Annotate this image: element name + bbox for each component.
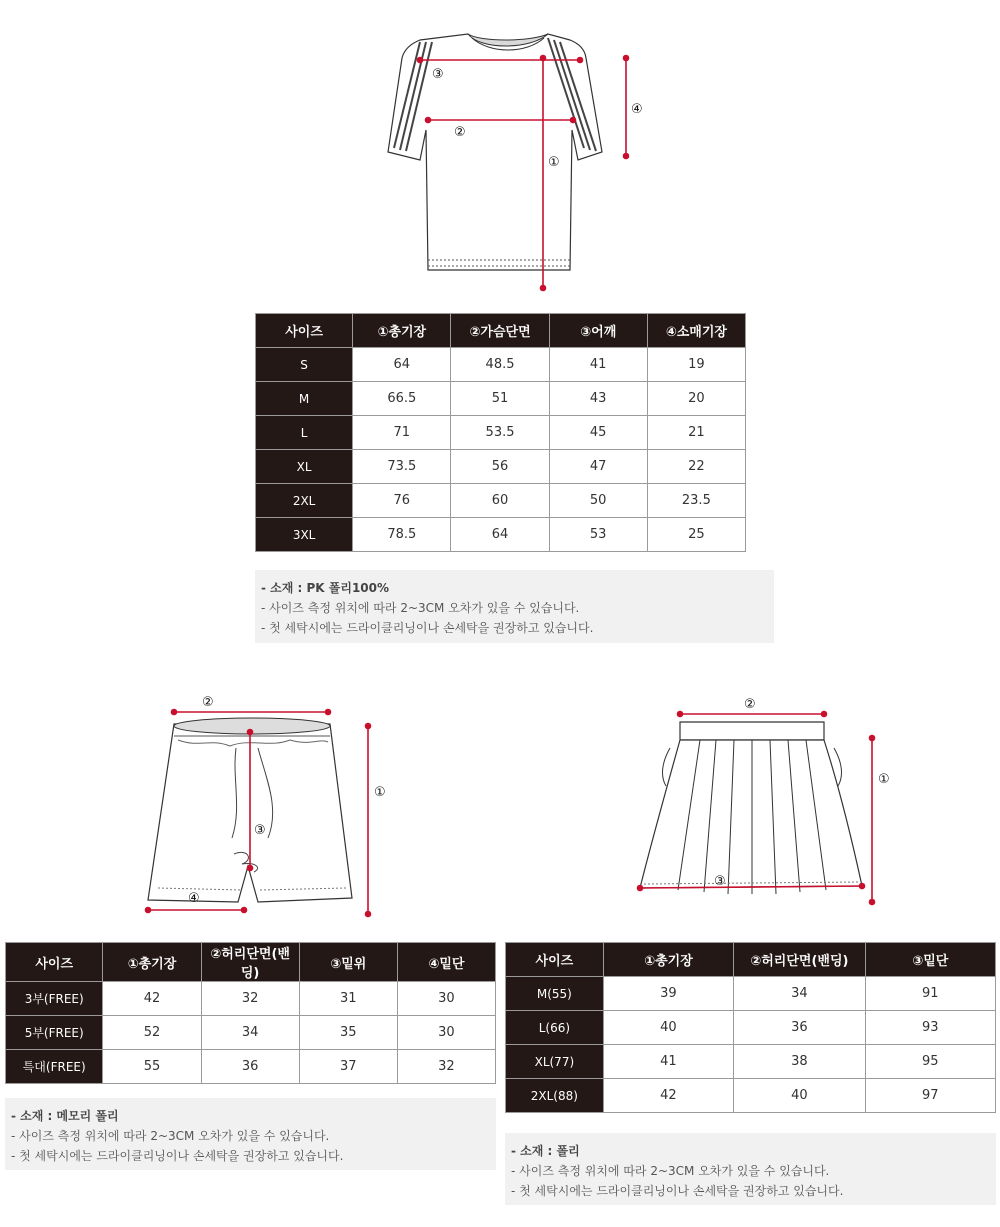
table-row — [256, 382, 746, 416]
tshirt-diagram — [380, 20, 660, 295]
value-cell: 40 — [734, 1079, 865, 1113]
table-row — [6, 982, 496, 1016]
size-cell: 2XL(88) — [506, 1079, 604, 1113]
value-cell: 55 — [103, 1050, 201, 1084]
size-cell: M — [256, 382, 353, 416]
shorts-notes — [5, 1098, 496, 1170]
value-cell: 37 — [299, 1050, 397, 1084]
size-cell: 3XL — [256, 518, 353, 552]
label-2: ② — [454, 125, 466, 140]
size-cell: L(66) — [506, 1011, 604, 1045]
material-note: - 소재 : 메모리 폴리 — [11, 1109, 119, 1123]
table-row — [6, 1050, 496, 1084]
value-cell: 66.5 — [353, 382, 451, 416]
header-cell: ①총기장 — [353, 314, 451, 348]
note-line: - 첫 세탁시에는 드라이클리닝이나 손세탁을 권장하고 있습니다. — [261, 621, 594, 635]
value-cell: 53.5 — [451, 416, 549, 450]
label-3: ③ — [254, 823, 266, 838]
value-cell: 64 — [353, 348, 451, 382]
header-cell: 사이즈 — [6, 943, 103, 982]
tshirt-notes — [255, 570, 774, 643]
label-1: ① — [548, 155, 560, 170]
value-cell: 19 — [647, 348, 745, 382]
label-1: ① — [878, 772, 890, 787]
label-2: ② — [202, 695, 214, 710]
material-note: - 소재 : 폴리 — [511, 1144, 580, 1158]
value-cell: 93 — [865, 1011, 995, 1045]
shorts-diagram — [130, 688, 390, 920]
size-cell: M(55) — [506, 977, 604, 1011]
header-cell: ③밑단 — [865, 943, 995, 977]
value-cell: 47 — [549, 450, 647, 484]
note-line: - 사이즈 측정 위치에 따라 2~3CM 오차가 있을 수 있습니다. — [511, 1164, 830, 1178]
size-cell: L — [256, 416, 353, 450]
skirt-diagram — [630, 690, 900, 915]
table-row — [256, 450, 746, 484]
table-row — [256, 484, 746, 518]
value-cell: 56 — [451, 450, 549, 484]
value-cell: 52 — [103, 1016, 201, 1050]
header-cell: ②가슴단면 — [451, 314, 549, 348]
value-cell: 39 — [603, 977, 733, 1011]
value-cell: 21 — [647, 416, 745, 450]
value-cell: 32 — [201, 982, 299, 1016]
header-cell: ④밑단 — [397, 943, 495, 982]
skirt-notes — [505, 1133, 996, 1205]
value-cell: 76 — [353, 484, 451, 518]
value-cell: 64 — [451, 518, 549, 552]
label-3: ③ — [714, 874, 726, 889]
value-cell: 50 — [549, 484, 647, 518]
label-2: ② — [744, 697, 756, 712]
size-cell: 5부(FREE) — [6, 1016, 103, 1050]
note-line: - 사이즈 측정 위치에 따라 2~3CM 오차가 있을 수 있습니다. — [11, 1129, 330, 1143]
label-4: ④ — [188, 891, 200, 906]
value-cell: 20 — [647, 382, 745, 416]
material-note: - 소재 : PK 폴리100% — [261, 581, 390, 595]
table-row — [506, 1079, 996, 1113]
header-cell: ②허리단면(밴딩) — [734, 943, 865, 977]
table-row — [256, 348, 746, 382]
value-cell: 97 — [865, 1079, 995, 1113]
value-cell: 91 — [865, 977, 995, 1011]
table-row — [6, 1016, 496, 1050]
label-4: ④ — [631, 102, 643, 117]
shorts-size-table — [5, 942, 496, 1084]
value-cell: 53 — [549, 518, 647, 552]
value-cell: 48.5 — [451, 348, 549, 382]
table-row — [506, 977, 996, 1011]
size-cell: XL — [256, 450, 353, 484]
value-cell: 35 — [299, 1016, 397, 1050]
note-line: - 첫 세탁시에는 드라이클리닝이나 손세탁을 권장하고 있습니다. — [11, 1149, 344, 1163]
value-cell: 23.5 — [647, 484, 745, 518]
value-cell: 30 — [397, 1016, 495, 1050]
table-row — [506, 1045, 996, 1079]
value-cell: 42 — [603, 1079, 733, 1113]
table-row — [256, 416, 746, 450]
value-cell: 73.5 — [353, 450, 451, 484]
header-cell: ③밑위 — [299, 943, 397, 982]
size-cell: S — [256, 348, 353, 382]
header-cell: ①총기장 — [603, 943, 733, 977]
label-3: ③ — [432, 67, 444, 82]
value-cell: 31 — [299, 982, 397, 1016]
value-cell: 22 — [647, 450, 745, 484]
header-cell: ③어깨 — [549, 314, 647, 348]
size-cell: 특대(FREE) — [6, 1050, 103, 1084]
value-cell: 30 — [397, 982, 495, 1016]
value-cell: 41 — [603, 1045, 733, 1079]
value-cell: 38 — [734, 1045, 865, 1079]
table-row — [506, 1011, 996, 1045]
header-cell: ②허리단면(밴딩) — [201, 943, 299, 982]
value-cell: 78.5 — [353, 518, 451, 552]
value-cell: 60 — [451, 484, 549, 518]
value-cell: 51 — [451, 382, 549, 416]
header-cell: 사이즈 — [506, 943, 604, 977]
size-cell: XL(77) — [506, 1045, 604, 1079]
value-cell: 34 — [201, 1016, 299, 1050]
value-cell: 95 — [865, 1045, 995, 1079]
header-cell: 사이즈 — [256, 314, 353, 348]
skirt-size-table — [505, 942, 996, 1113]
table-row — [256, 518, 746, 552]
value-cell: 41 — [549, 348, 647, 382]
value-cell: 36 — [201, 1050, 299, 1084]
note-line: - 첫 세탁시에는 드라이클리닝이나 손세탁을 권장하고 있습니다. — [511, 1184, 844, 1198]
note-line: - 사이즈 측정 위치에 따라 2~3CM 오차가 있을 수 있습니다. — [261, 601, 580, 615]
value-cell: 34 — [734, 977, 865, 1011]
tshirt-size-table — [255, 313, 746, 552]
value-cell: 71 — [353, 416, 451, 450]
size-cell: 3부(FREE) — [6, 982, 103, 1016]
value-cell: 45 — [549, 416, 647, 450]
header-cell: ④소매기장 — [647, 314, 745, 348]
value-cell: 36 — [734, 1011, 865, 1045]
value-cell: 40 — [603, 1011, 733, 1045]
value-cell: 32 — [397, 1050, 495, 1084]
value-cell: 25 — [647, 518, 745, 552]
size-cell: 2XL — [256, 484, 353, 518]
label-1: ① — [374, 785, 386, 800]
value-cell: 42 — [103, 982, 201, 1016]
header-cell: ①총기장 — [103, 943, 201, 982]
value-cell: 43 — [549, 382, 647, 416]
